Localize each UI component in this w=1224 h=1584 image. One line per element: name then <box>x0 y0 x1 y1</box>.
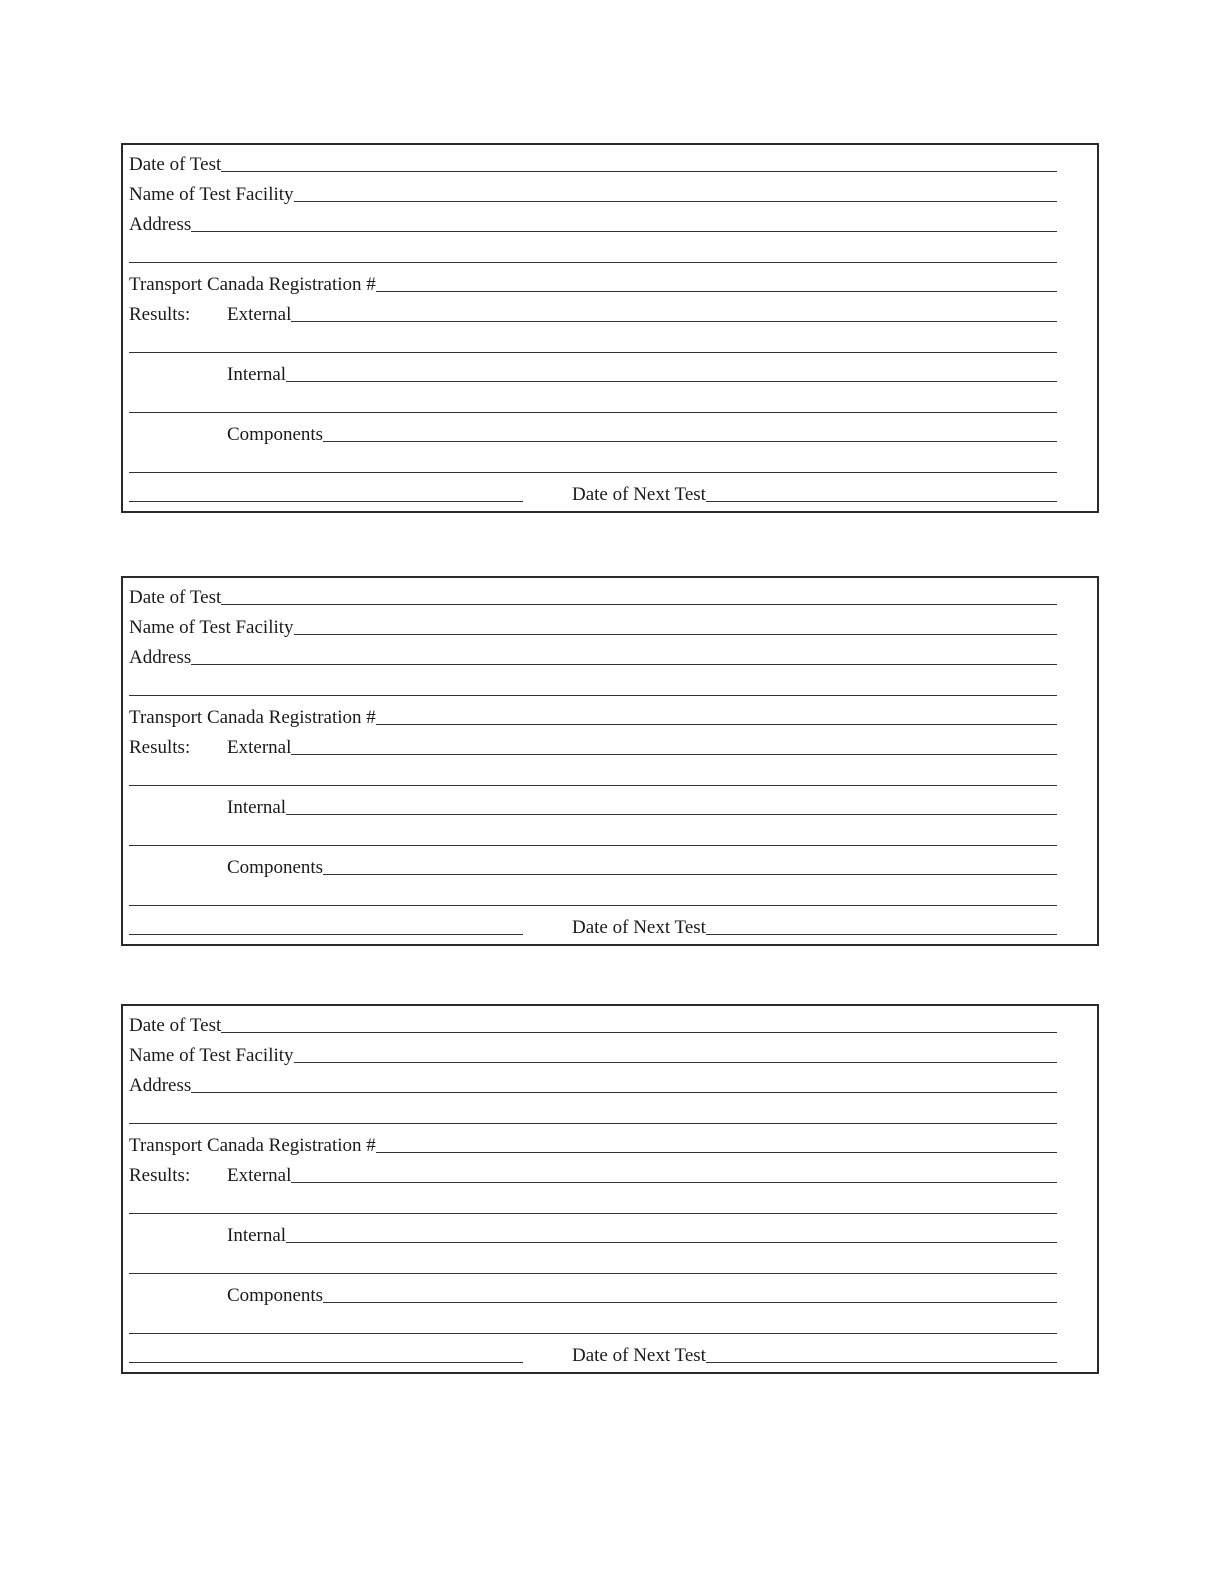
results-label: Results: <box>129 304 191 325</box>
date-of-next-test-label: Date of Next Test <box>572 1345 706 1366</box>
internal-field[interactable] <box>286 814 1057 815</box>
date-of-test-row <box>129 586 1057 608</box>
date-of-next-test-label: Date of Next Test <box>572 917 706 938</box>
date-of-next-test-group <box>572 918 1057 938</box>
components-field-line-2[interactable] <box>129 905 1057 906</box>
date-of-test-row <box>129 1014 1057 1036</box>
address-field-line-2[interactable] <box>129 1123 1057 1124</box>
date-of-test-row <box>129 153 1057 175</box>
registration-field[interactable] <box>376 1152 1057 1153</box>
date-of-test-field[interactable] <box>221 604 1057 605</box>
external-field[interactable] <box>291 1182 1057 1183</box>
date-of-test-label: Date of Test <box>129 587 222 608</box>
components-field[interactable] <box>323 1302 1057 1303</box>
test-facility-row <box>129 616 1057 638</box>
internal-field-line-2[interactable] <box>129 1273 1057 1274</box>
date-of-test-label: Date of Test <box>129 154 222 175</box>
internal-label: Internal <box>227 1225 287 1246</box>
date-of-next-test-label: Date of Next Test <box>572 484 706 505</box>
results-external-row <box>129 1164 1057 1186</box>
address-field[interactable] <box>191 1092 1057 1093</box>
external-field-line-2[interactable] <box>129 785 1057 786</box>
next-test-row <box>129 1344 1057 1366</box>
test-facility-row <box>129 183 1057 205</box>
next-test-row <box>129 483 1057 505</box>
components-field[interactable] <box>323 874 1057 875</box>
date-of-next-test-group <box>572 485 1057 505</box>
address-field[interactable] <box>191 664 1057 665</box>
components-label: Components <box>227 857 324 878</box>
registration-label: Transport Canada Registration # <box>129 1135 376 1156</box>
test-facility-field[interactable] <box>294 634 1057 635</box>
external-field[interactable] <box>291 321 1057 322</box>
test-facility-field[interactable] <box>294 201 1057 202</box>
address-field-line-2[interactable] <box>129 262 1057 263</box>
registration-label: Transport Canada Registration # <box>129 707 376 728</box>
test-facility-label: Name of Test Facility <box>129 1045 294 1066</box>
test-record-form-3 <box>121 1004 1099 1374</box>
results-label: Results: <box>129 1165 191 1186</box>
date-of-next-test-field[interactable] <box>706 934 1057 935</box>
date-of-test-field[interactable] <box>221 1032 1057 1033</box>
address-label: Address <box>129 1075 192 1096</box>
address-row <box>129 1074 1057 1096</box>
test-facility-label: Name of Test Facility <box>129 184 294 205</box>
internal-field-line-2[interactable] <box>129 412 1057 413</box>
signature-line[interactable] <box>129 934 523 935</box>
test-facility-row <box>129 1044 1057 1066</box>
date-of-next-test-field[interactable] <box>706 1362 1057 1363</box>
date-of-next-test-field[interactable] <box>706 501 1057 502</box>
components-row <box>129 1284 1057 1306</box>
components-field[interactable] <box>323 441 1057 442</box>
registration-label: Transport Canada Registration # <box>129 274 376 295</box>
internal-row <box>129 796 1057 818</box>
external-field[interactable] <box>291 754 1057 755</box>
external-label: External <box>227 304 292 325</box>
components-field-line-2[interactable] <box>129 1333 1057 1334</box>
test-facility-label: Name of Test Facility <box>129 617 294 638</box>
date-of-test-field[interactable] <box>221 171 1057 172</box>
registration-row <box>129 1134 1057 1156</box>
registration-field[interactable] <box>376 291 1057 292</box>
components-label: Components <box>227 1285 324 1306</box>
next-test-row <box>129 916 1057 938</box>
internal-field[interactable] <box>286 381 1057 382</box>
address-label: Address <box>129 647 192 668</box>
results-label: Results: <box>129 737 191 758</box>
external-label: External <box>227 1165 292 1186</box>
components-row <box>129 423 1057 445</box>
registration-row <box>129 273 1057 295</box>
date-of-test-label: Date of Test <box>129 1015 222 1036</box>
internal-row <box>129 363 1057 385</box>
registration-row <box>129 706 1057 728</box>
external-field-line-2[interactable] <box>129 1213 1057 1214</box>
address-field[interactable] <box>191 231 1057 232</box>
test-record-form-2 <box>121 576 1099 946</box>
external-label: External <box>227 737 292 758</box>
components-row <box>129 856 1057 878</box>
results-external-row <box>129 303 1057 325</box>
external-field-line-2[interactable] <box>129 352 1057 353</box>
signature-line[interactable] <box>129 1362 523 1363</box>
registration-field[interactable] <box>376 724 1057 725</box>
components-field-line-2[interactable] <box>129 472 1057 473</box>
date-of-next-test-group <box>572 1346 1057 1366</box>
address-row <box>129 646 1057 668</box>
components-label: Components <box>227 424 324 445</box>
test-record-form-1 <box>121 143 1099 513</box>
internal-label: Internal <box>227 364 287 385</box>
address-row <box>129 213 1057 235</box>
internal-field-line-2[interactable] <box>129 845 1057 846</box>
address-label: Address <box>129 214 192 235</box>
test-facility-field[interactable] <box>294 1062 1057 1063</box>
signature-line[interactable] <box>129 501 523 502</box>
internal-field[interactable] <box>286 1242 1057 1243</box>
address-field-line-2[interactable] <box>129 695 1057 696</box>
internal-row <box>129 1224 1057 1246</box>
internal-label: Internal <box>227 797 287 818</box>
results-external-row <box>129 736 1057 758</box>
